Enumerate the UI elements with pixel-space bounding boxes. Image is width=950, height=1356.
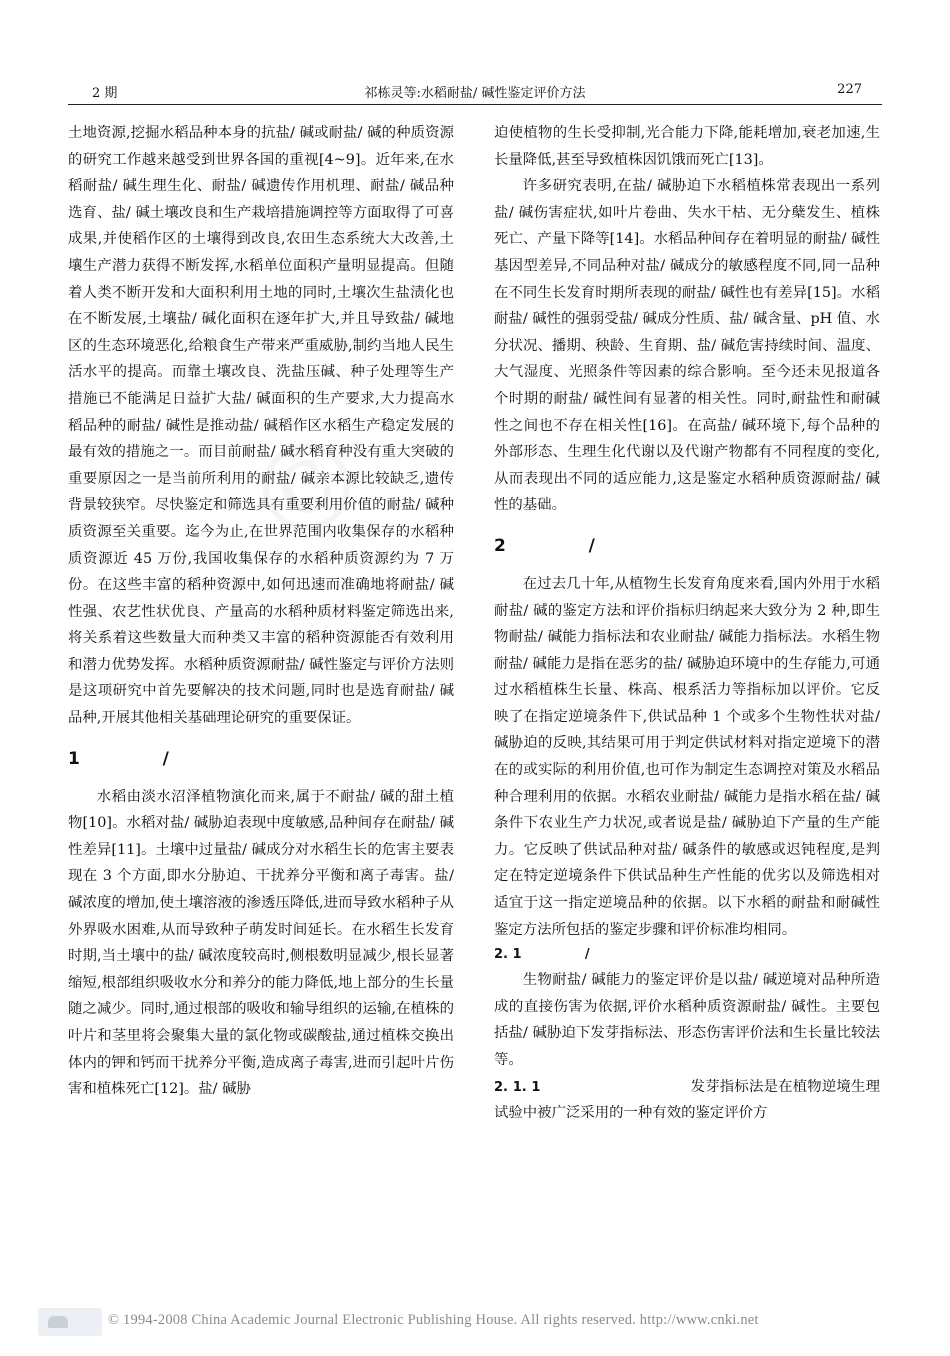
cnki-logo-icon	[38, 1308, 102, 1336]
left-column	[68, 120, 454, 1103]
symptoms-paragraph: 许多研究表明,在盐/ 碱胁迫下水稻植株常表现出一系列盐/ 碱伤害症状,如叶片卷曲、失水干枯、无分蘖发生、植株死亡、产量下降等[14]。水稻品种间存在着明显的耐盐/ 碱性基因型差异,不同品种对盐/ 碱成分的敏感程度不同,同一品种在不同生长发育时期所表现的耐盐/ 碱性也有差异[15]。水稻耐盐/ 碱性的强弱受盐/ 碱成分性质、盐/ 碱含量、pH 值、水分状况、播期、秧龄、生育期、盐/ 碱危害持续时间、温度、大气湿度、光照条件等因素的综合影响。至今还未见报道各个时期的耐盐/ 碱性间有显著的相关性。同时,耐盐性和耐碱性之间也不存在相关性[16]。在高盐/ 碱环境下,每个品种的外部形态、生理生化代谢以及代谢产物都有不同程度的变化,从而表现出不同的适应能力,这是鉴定水稻种质资源耐盐/ 碱性的基础。	[494, 178, 880, 514]
section-2-1-paragraph: 生物耐盐/ 碱能力的鉴定评价是以盐/ 碱逆境对品种所造成的直接伤害为依据,评价水稻种质资源耐盐/ 碱性。主要包括盐/ 碱胁迫下发芽指标法、形态伤害评价法和生长量比较法等。	[494, 972, 880, 1068]
section-2-1-heading: 2. 1 /	[494, 947, 590, 963]
section-2-1-1-paragraph: 发芽指标法是在植物逆境生理试验中被广泛采用的一种有效的鉴定评价方	[494, 1078, 880, 1122]
section-1-heading: 1 /	[68, 748, 169, 769]
issue-number: 2 期	[92, 86, 118, 101]
page-number: 227	[837, 82, 862, 97]
page-header	[68, 82, 882, 104]
continued-paragraph: 迫使植物的生长受抑制,光合能力下降,能耗增加,衰老加速,生长量降低,甚至导致植株因饥饿而死亡[13]。	[494, 125, 880, 168]
section-2-1-1-heading: 2. 1. 1	[494, 1079, 541, 1095]
right-column	[494, 120, 880, 1127]
copyright-notice: © 1994-2008 China Academic Journal Electronic Publishing House. All rights reserved. http://www.cnki.net	[108, 1312, 759, 1328]
section-2-heading: 2 /	[494, 535, 595, 556]
intro-paragraph: 土地资源,挖掘水稻品种本身的抗盐/ 碱或耐盐/ 碱的种质资源的研究工作越来越受到世界各国的重视[4~9]。近年来,在水稻耐盐/ 碱生理生化、耐盐/ 碱遗传作用机理、耐盐/ 碱品种选育、盐/ 碱土壤改良和生产栽培措施调控等方面取得了可喜成果,并使稻作区的土壤得到改良,农田生态系统大大改善,土壤生产潜力获得不断发挥,水稻单位面积产量明显提高。但随着人类不断开发和大面积利用土地的同时,土壤次生盐渍化也在不断发展,土壤盐/ 碱化面积在逐年扩大,并且导致盐/ 碱地区的生态环境恶化,给粮食生产带来严重威胁,制约当地人民生活水平的提高。而靠土壤改良、洗盐压碱、种子处理等生产措施已不能满足日益扩大盐/ 碱面积的生产要求,大力提高水稻品种的耐盐/ 碱性是推动盐/ 碱稻作区水稻生产稳定发展的最有效的措施之一。而目前耐盐/ 碱水稻育种没有重大突破的重要原因之一是当前所利用的耐盐/ 碱亲本源比较缺乏,遗传背景较狭窄。尽快鉴定和筛选具有重要利用价值的耐盐/ 碱种质资源至关重要。迄今为止,在世界范围内收集保存的水稻种质资源近 45 万份,我国收集保存的水稻种质资源约为 7 万份。在这些丰富的稻种资源中,如何迅速而准确地将耐盐/ 碱性强、农艺性状优良、产量高的水稻种质材料鉴定筛选出来,将关系着这些数量大而种类又丰富的稻种资源能否有效利用和潜力优势发挥。水稻种质资源耐盐/ 碱性鉴定与评价方法则是这项研究中首先要解决的技术问题,同时也是选育耐盐/ 碱品种,开展其他相关基础理论研究的重要保证。	[68, 125, 454, 727]
section-2-paragraph: 在过去几十年,从植物生长发育角度来看,国内外用于水稻耐盐/ 碱的鉴定方法和评价指标归纳起来大致分为 2 种,即生物耐盐/ 碱能力指标法和农业耐盐/ 碱能力指标法。水稻生物耐盐/ 碱能力是指在恶劣的盐/ 碱胁迫环境中的生存能力,可通过水稻植株生长量、株高、根系活力等指标加以评价。它反映了在指定逆境条件下,供试品种 1 个或多个生物性状对盐/ 碱胁迫的反映,其结果可用于判定供试材料对指定逆境下的潜在的或实际的利用价值,也可作为制定生态调控对策及水稻品种合理利用的依据。水稻农业耐盐/ 碱能力是指水稻在盐/ 碱条件下农业生产力状况,或者说是盐/ 碱胁迫下产量的生产能力。它反映了供试品种对盐/ 碱条件的敏感或迟钝程度,是判定在特定逆境条件下供试品种生产性能的优劣以及筛选相对适宜于这一指定逆境品种的依据。以下水稻的耐盐和耐碱性鉴定方法所包括的鉴定步骤和评价标准均相同。	[494, 575, 880, 938]
section-1-paragraph: 水稻由淡水沼泽植物演化而来,属于不耐盐/ 碱的甜土植物[10]。水稻对盐/ 碱胁迫表现中度敏感,品种间存在耐盐/ 碱性差异[11]。土壤中过量盐/ 碱成分对水稻生长的危害主要表现在 3 个方面,即水分胁迫、干扰养分平衡和离子毒害。盐/ 碱浓度的增加,使土壤溶液的渗透压降低,进而导致水稻种子从外界吸水困难,从而导致种子萌发时间延长。在水稻生长发育时期,当土壤中的盐/ 碱浓度较高时,侧根数明显减少,根长显著缩短,根部组织吸收水分和养分的能力降低,地上部分的生长量随之减少。同时,通过根部的吸收和输导组织的运输,在植株的叶片和茎里将会聚集大量的氯化物或碳酸盐,通过植株交换出体内的钾和钙而干扰养分平衡,造成离子毒害,进而引起叶片伤害和植株死亡[12]。盐/ 碱胁	[68, 788, 454, 1098]
page-footer	[38, 1302, 910, 1342]
header-rule	[68, 104, 882, 105]
running-title: 祁栋灵等:水稻耐盐/ 碱性鉴定评价方法	[364, 86, 586, 101]
